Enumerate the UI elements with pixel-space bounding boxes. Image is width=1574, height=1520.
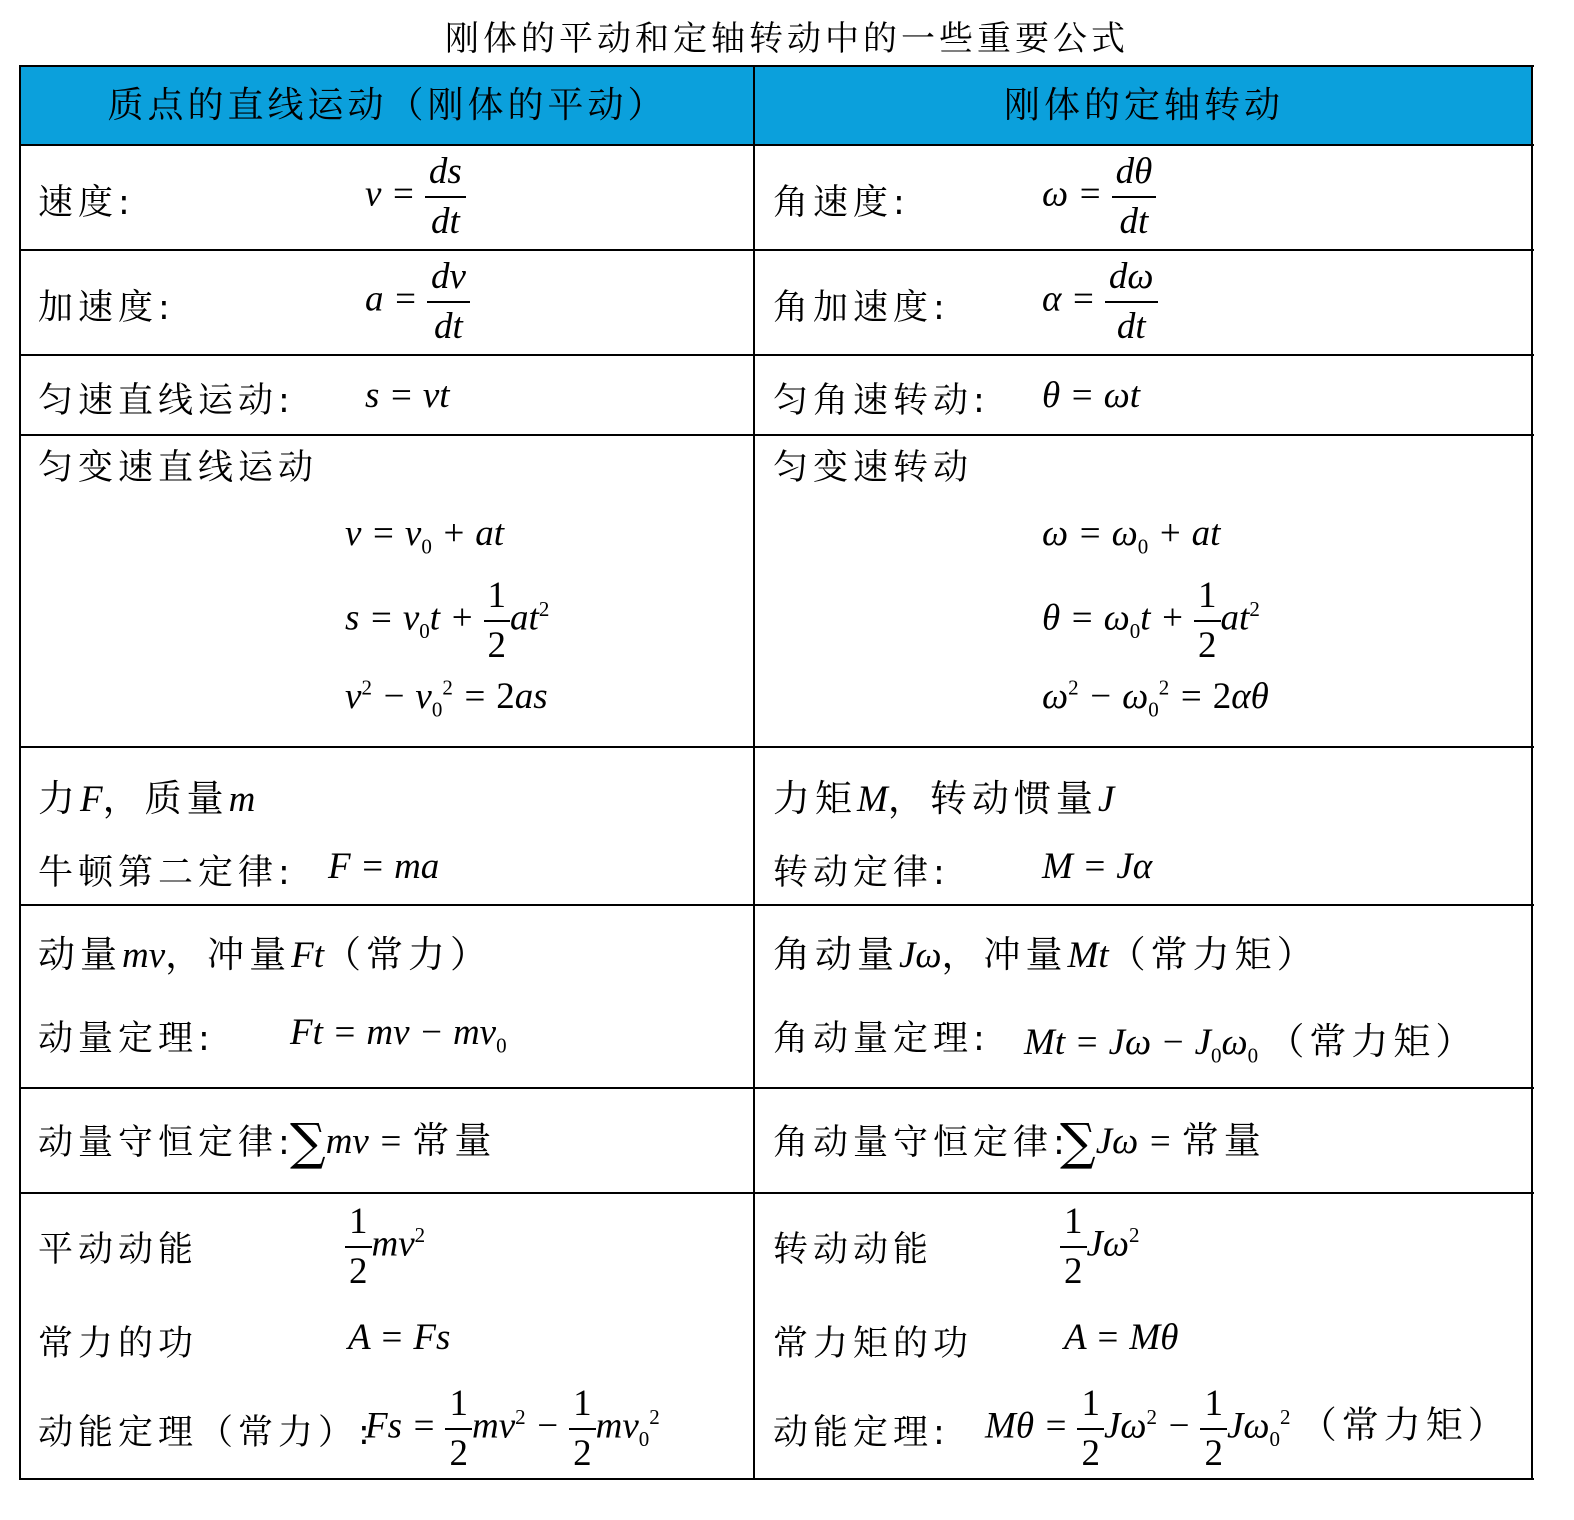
formula-work-energy: Fs = $\frac{1}{2}$ $mv^2$ − $\frac{1}{2}$ $mv_0^2$	[365, 1380, 660, 1478]
formula-half-mv2: $\frac{1}{2}$ $mv^2$	[345, 1198, 425, 1296]
label-velocity: 速度:	[38, 183, 135, 223]
label-uniform-accel-linear: 匀变速直线运动	[38, 448, 319, 488]
formula-angular-velocity: ω = $\frac{d\theta}{dt}$	[1042, 148, 1156, 246]
row-divider	[19, 434, 1534, 436]
formula-angular-momentum-conservation: ∑Jω = 常量	[1060, 1113, 1266, 1171]
formula-f-ma: F = ma	[328, 846, 440, 887]
formula-v2-v02-2as: $v^2 - v_0^2 = 2as$	[345, 675, 548, 722]
row-divider	[19, 354, 1534, 356]
label-angular-acceleration: 角加速度:	[773, 288, 950, 328]
label-acceleration: 加速度:	[38, 288, 175, 328]
formula-angular-impulse: $Mt = J\omega - J_0\omega_0$ （常力矩）	[1024, 1020, 1478, 1068]
header-left: 质点的直线运动（刚体的平动）	[107, 85, 668, 126]
formula-angular-acceleration: α = $\frac{d\omega}{dt}$	[1042, 253, 1158, 351]
row-divider	[19, 904, 1534, 906]
label-momentum-conservation: 动量守恒定律:	[38, 1123, 295, 1163]
label-work-constant-force: 常力的功	[38, 1324, 199, 1364]
label-angular-momentum-theorem: 角动量定理:	[773, 1019, 990, 1059]
formula-v-v0-at: $v = v_0$ + at	[345, 513, 505, 559]
table-border-bottom	[19, 1478, 1534, 1480]
label-uniform-accel-rotation: 匀变速转动	[773, 448, 974, 488]
label-rotational-ke: 转动动能	[773, 1230, 934, 1270]
row-divider	[19, 249, 1534, 251]
formula-w-w0-at: $\omega = \omega_0$ + at	[1042, 513, 1221, 559]
table-border-left	[19, 65, 21, 1480]
label-angular-velocity: 角速度:	[773, 183, 910, 223]
formula-rotational-work-energy: Mθ = $\frac{1}{2}$ $J\omega^2$ − $\frac{1}{2}$ $J\omega_0^2$ （常力矩）	[985, 1380, 1510, 1478]
column-divider	[753, 65, 755, 1480]
formula-w2-w02: $\omega^2 - \omega_0^2 = 2\alpha\theta$	[1042, 675, 1269, 722]
label-uniform-linear: 匀速直线运动:	[38, 381, 295, 421]
label-momentum-impulse: 动量mv，冲量Ft（常力）	[38, 933, 493, 976]
formula-half-jw2: $\frac{1}{2}$ $J\omega^2$	[1060, 1198, 1140, 1296]
label-momentum-theorem: 动量定理:	[38, 1019, 215, 1059]
row-divider	[19, 144, 1534, 146]
label-work-constant-torque: 常力矩的功	[773, 1324, 974, 1364]
formula-acceleration: a = $\frac{dv}{dt}$	[365, 253, 470, 351]
label-newton-second: 牛顿第二定律:	[38, 853, 295, 893]
label-rotation-law: 转动定律:	[773, 853, 950, 893]
label-work-energy-theorem: 动能定理（常力）:	[38, 1413, 375, 1453]
formula-momentum-conservation: ∑mv = 常量	[290, 1113, 497, 1171]
row-divider	[19, 746, 1534, 748]
page-title: 刚体的平动和定轴转动中的一些重要公式	[445, 19, 1129, 59]
header-right: 刚体的定轴转动	[1003, 85, 1284, 126]
label-torque-inertia: 力矩M，转动惯量J	[773, 777, 1115, 820]
formula-impulse-momentum: Ft = mv − $mv_0$	[290, 1012, 507, 1058]
formula-m-jalpha: M = Jα	[1042, 846, 1153, 887]
table-border-right	[1531, 65, 1533, 1480]
label-uniform-rotation: 匀角速转动:	[773, 381, 990, 421]
label-angular-momentum-impulse: 角动量Jω，冲量Mt（常力矩）	[773, 933, 1319, 976]
formula-a-mtheta: A = Mθ	[1064, 1317, 1179, 1358]
table-border-top	[19, 65, 1534, 67]
row-divider	[19, 1192, 1534, 1194]
label-rotational-work-energy: 动能定理:	[773, 1413, 950, 1453]
row-divider	[19, 1087, 1534, 1089]
formula-uniform-rotation: θ = ωt	[1042, 375, 1141, 416]
formula-theta-w0t: $\theta = \omega_0t$ + $\frac{1}{2}$ $at^2$	[1042, 572, 1260, 670]
label-angular-momentum-conservation: 角动量守恒定律:	[773, 1123, 1070, 1163]
formula-s-v0t: $s = v_0t$ + $\frac{1}{2}$ $at^2$	[345, 572, 549, 670]
formula-a-fs: A = Fs	[348, 1317, 451, 1358]
label-translational-ke: 平动动能	[38, 1230, 199, 1270]
formula-uniform-linear: s = vt	[365, 375, 450, 416]
label-force-mass: 力F，质量m	[38, 777, 256, 820]
formula-velocity: v = $\frac{ds}{dt}$	[365, 148, 466, 246]
